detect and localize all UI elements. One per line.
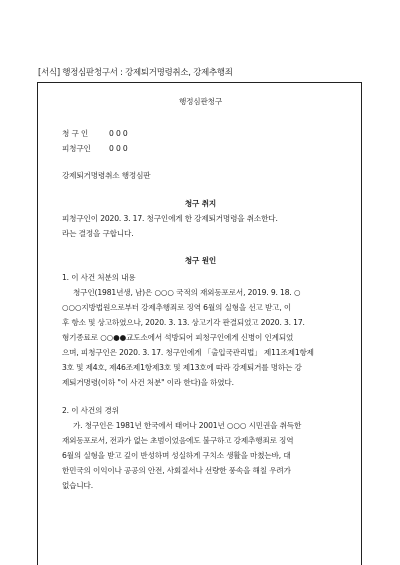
section-2-line: 한민국의 이익이나 공공의 안전, 사회질서나 선량한 풍속을 해칠 우려가 — [62, 466, 291, 475]
section-2-line: 6월의 실형을 받고 깊이 반성하며 성실하게 구치소 생활을 마쳤는바, 대 — [62, 451, 291, 460]
section-1-line: 청구인(1981년생, 남)은 ○○○ 국적의 재외동포로서, 2019. 9. 18. ○ — [73, 288, 301, 297]
section-1-line: 형기종료로 ○○●●교도소에서 석방되어 피청구인에게 신병이 인계되었 — [62, 333, 294, 342]
document-title: 행정심판청구 — [178, 97, 223, 106]
claimant-label: 청 구 인 — [62, 129, 89, 138]
section-2-line: 가. 청구인은 1981년 한국에서 태어나 2001년 ○○○ 시민권을 취득한 — [73, 421, 302, 430]
section-1-title: 1. 이 사건 처분의 내용 — [62, 273, 136, 282]
section-1-line: ○○○지방법원으로부터 강제추행죄로 징역 6월의 실형을 선고 받고, 이 — [62, 303, 292, 312]
respondent-label: 피청구인 — [62, 144, 91, 153]
respondent-name: 0 0 0 — [109, 144, 128, 153]
section-2-line: 없습니다. — [62, 481, 94, 490]
section-2-line: 재외동포로서, 전과가 없는 초범이었음에도 불구하고 강제추행죄로 징역 — [62, 436, 294, 445]
document-caption: [서식] 행정심판청구서 : 강제퇴거명령취소, 강제추행죄 — [38, 67, 233, 77]
section-2-title: 2. 이 사건의 경위 — [62, 406, 119, 415]
document-frame — [37, 82, 362, 565]
purpose-line: 피청구인이 2020. 3. 17. 청구인에게 한 강제퇴거명령을 취소한다. — [62, 214, 278, 223]
section-1-line: 후 항소 및 상고하였으나, 2020. 3. 13. 상고기각 판결되었고 2020. 3. 17. — [62, 318, 305, 327]
purpose-heading: 청구 취지 — [184, 199, 217, 208]
case-name: 강제퇴거명령취소 행정심판 — [62, 171, 151, 180]
section-1-line: 3호 및 제4호, 제46조제1항제3호 및 제13호에 따라 강제퇴거를 명하는 강 — [62, 363, 302, 372]
section-1-line: 으며, 피청구인은 2020. 3. 17. 청구인에게 「출입국관리법」 제11조제1항제 — [62, 348, 314, 357]
purpose-line: 라는 결정을 구합니다. — [62, 229, 134, 238]
section-1-line: 제퇴거명령(이하 "이 사건 처분" 이라 한다)을 하였다. — [62, 378, 234, 387]
reasons-heading: 청구 원인 — [184, 256, 217, 265]
claimant-name: 0 0 0 — [109, 129, 128, 138]
